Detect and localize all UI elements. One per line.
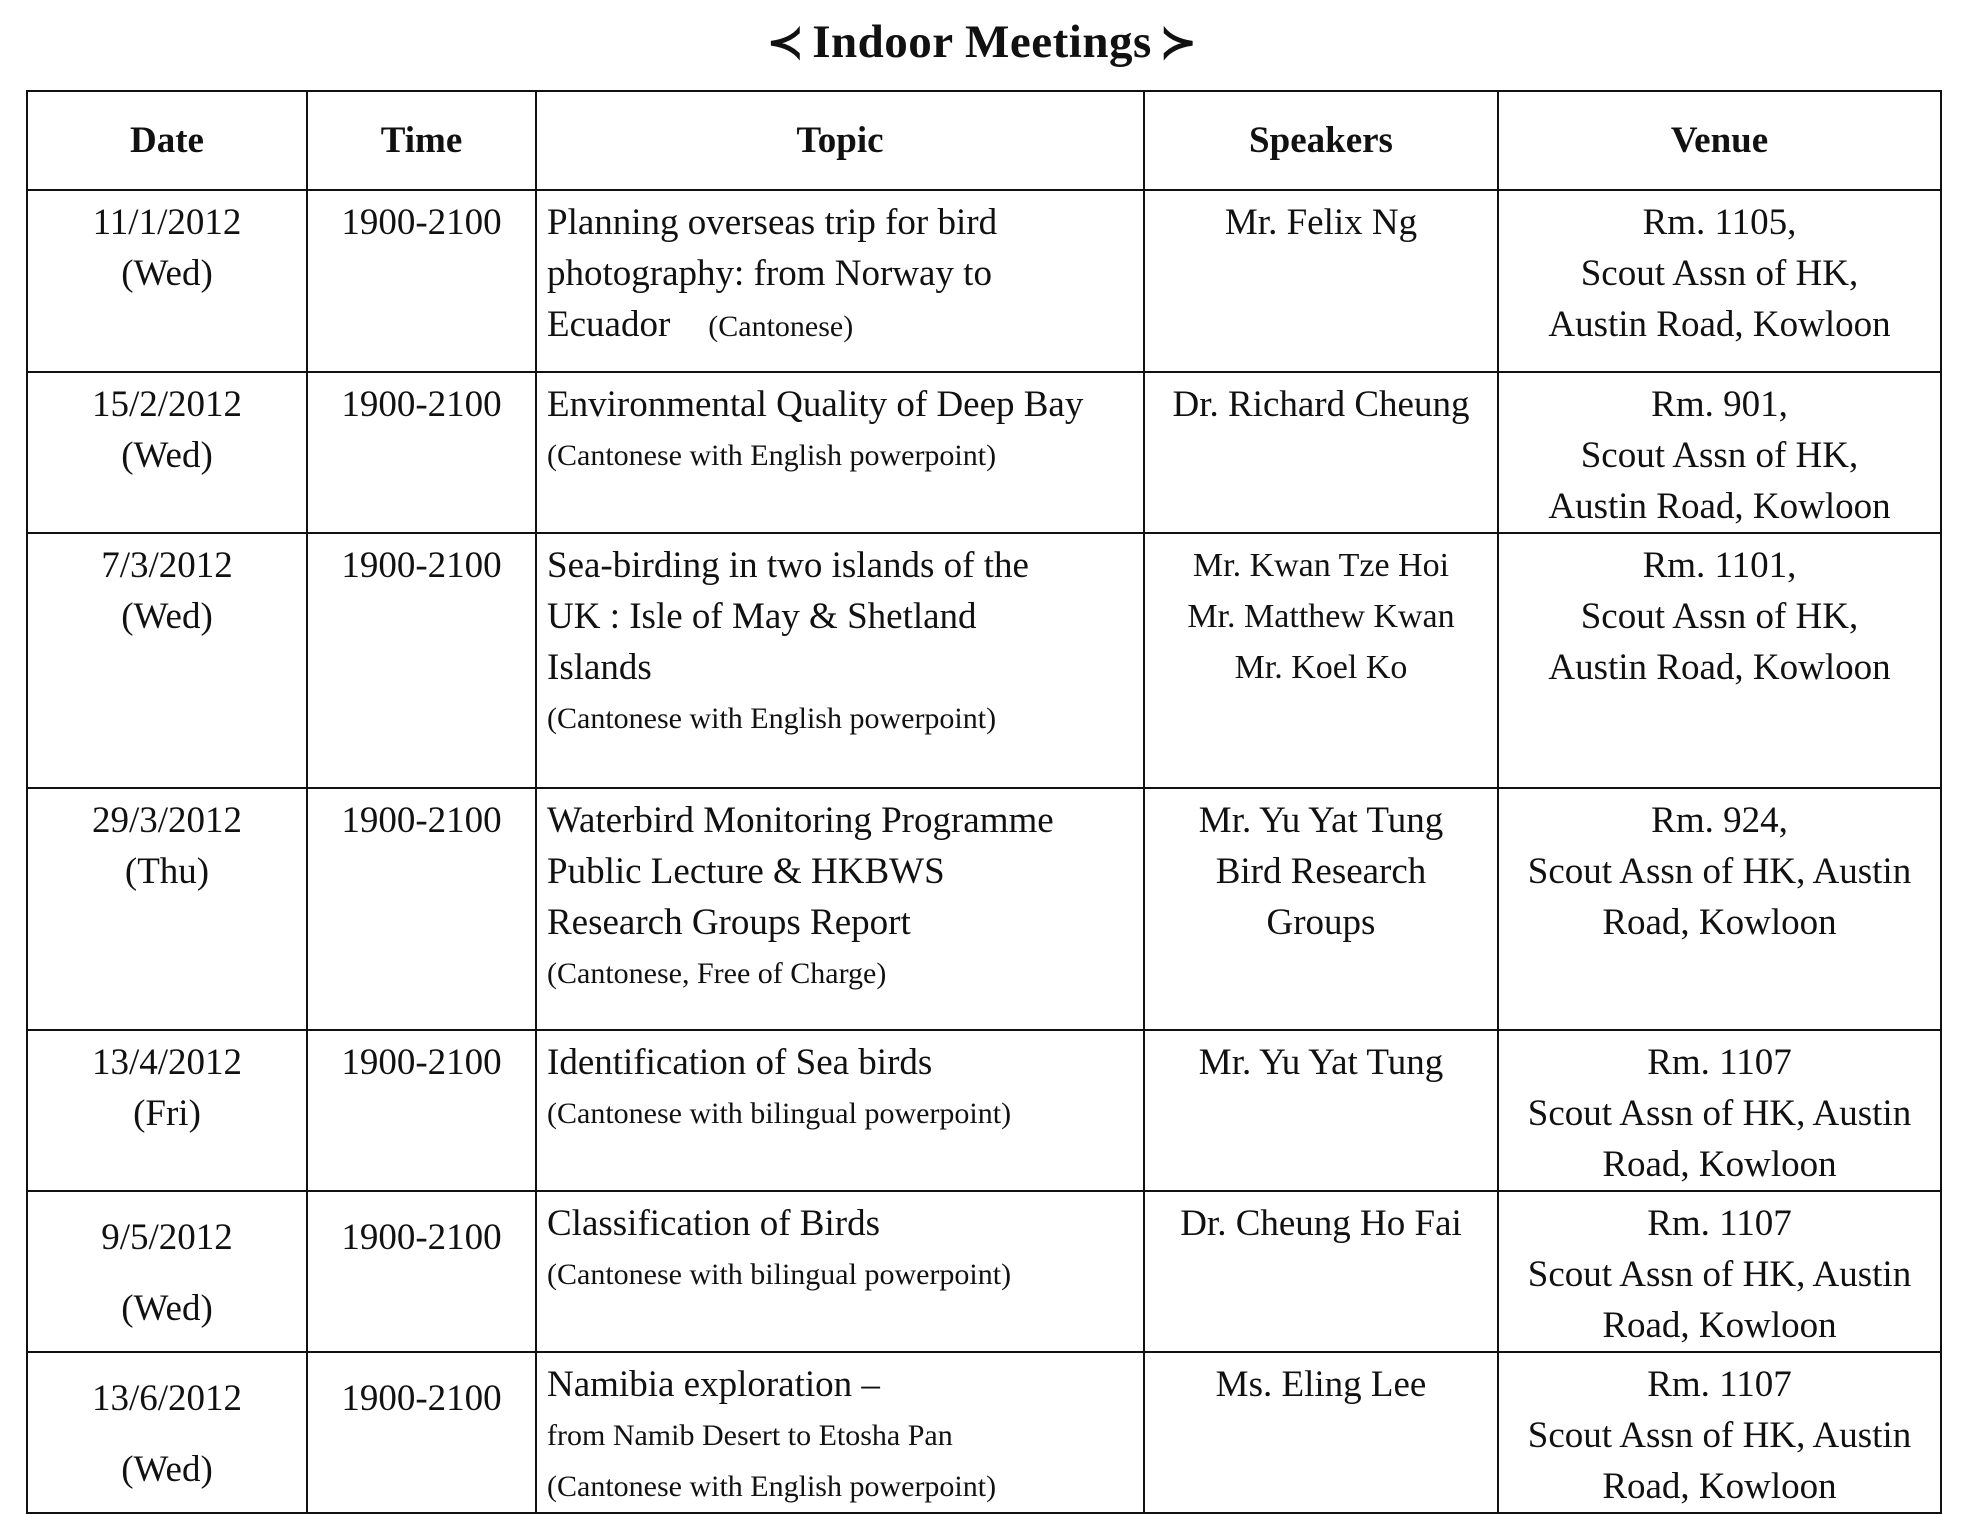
time-cell: 1900-2100 xyxy=(307,372,536,533)
venue-line: Scout Assn of HK, Austin xyxy=(1527,1254,1912,1295)
speakers-cell xyxy=(1144,533,1498,788)
date-cell xyxy=(27,372,307,533)
day-text: (Thu) xyxy=(124,851,210,892)
speaker-name: Bird Research xyxy=(1215,851,1427,892)
date-cell xyxy=(27,1030,307,1191)
venue-line: Rm. 924, xyxy=(1651,800,1788,841)
speakers-cell xyxy=(1144,372,1498,533)
topic-note: (Cantonese with bilingual powerpoint) xyxy=(547,1097,1012,1130)
left-arrow-icon: ≺ xyxy=(766,18,805,67)
venue-line: Scout Assn of HK, xyxy=(1580,435,1859,476)
venue-line: Rm. 1107 xyxy=(1647,1364,1792,1405)
meetings-table xyxy=(26,90,1942,1514)
topic-cell xyxy=(536,372,1144,533)
venue-line: Scout Assn of HK, Austin xyxy=(1527,1415,1912,1456)
speaker-name: Dr. Cheung Ho Fai xyxy=(1180,1203,1462,1244)
speaker-name: Mr. Yu Yat Tung xyxy=(1198,800,1444,841)
time-cell: 1900-2100 xyxy=(307,788,536,1030)
topic-note: from Namib Desert to Etosha Pan xyxy=(547,1419,953,1452)
topic-note: (Cantonese, Free of Charge) xyxy=(547,957,887,990)
speaker-name: Dr. Richard Cheung xyxy=(1172,384,1470,425)
topic-note: (Cantonese) xyxy=(708,310,854,343)
date-text: 29/3/2012 xyxy=(91,800,243,841)
topic-line-last xyxy=(547,299,1133,352)
topic-line: Classification of Birds xyxy=(547,1203,880,1244)
topic-cell xyxy=(536,1030,1144,1191)
venue-cell xyxy=(1498,1352,1941,1513)
topic-line: Sea-birding in two islands of the xyxy=(547,545,1029,586)
page-title xyxy=(0,12,1964,73)
venue-line: Scout Assn of HK, Austin xyxy=(1527,851,1912,892)
table-row xyxy=(27,1191,1941,1352)
page-title-text: Indoor Meetings xyxy=(812,16,1152,68)
topic-cell xyxy=(536,1352,1144,1513)
venue-line: Austin Road, Kowloon xyxy=(1548,486,1891,527)
topic-note: (Cantonese with English powerpoint) xyxy=(547,1470,997,1503)
table-row xyxy=(27,1030,1941,1191)
speaker-name: Mr. Kwan Tze Hoi xyxy=(1192,547,1450,584)
venue-line: Rm. 901, xyxy=(1651,384,1788,425)
venue-line: Road, Kowloon xyxy=(1602,1305,1837,1346)
topic-note: (Cantonese with English powerpoint) xyxy=(547,439,997,472)
table-row xyxy=(27,788,1941,1030)
speaker-name: Mr. Koel Ko xyxy=(1234,649,1408,686)
speakers-cell xyxy=(1144,1191,1498,1352)
venue-cell xyxy=(1498,372,1941,533)
venue-cell xyxy=(1498,1030,1941,1191)
topic-line: UK : Isle of May & Shetland xyxy=(547,596,977,637)
topic-note: (Cantonese with English powerpoint) xyxy=(547,702,997,735)
topic-line: Research Groups Report xyxy=(547,902,911,943)
time-cell: 1900-2100 xyxy=(307,190,536,372)
venue-line: Austin Road, Kowloon xyxy=(1548,304,1891,345)
date-text: 11/1/2012 xyxy=(92,202,242,243)
time-cell: 1900-2100 xyxy=(307,533,536,788)
table-row xyxy=(27,190,1941,372)
table-header-row xyxy=(27,91,1941,190)
topic-line: photography: from Norway to xyxy=(547,253,992,294)
venue-cell xyxy=(1498,1191,1941,1352)
speaker-name: Groups xyxy=(1266,902,1376,943)
venue-line: Scout Assn of HK, xyxy=(1580,596,1859,637)
date-text: 13/6/2012 xyxy=(91,1378,243,1419)
venue-line: Rm. 1107 xyxy=(1647,1203,1792,1244)
topic-line: Namibia exploration – xyxy=(547,1364,880,1405)
day-text: (Fri) xyxy=(133,1093,201,1134)
date-text: 7/3/2012 xyxy=(101,545,233,586)
topic-cell xyxy=(536,190,1144,372)
table-row xyxy=(27,533,1941,788)
time-cell: 1900-2100 xyxy=(307,1352,536,1513)
topic-cell xyxy=(536,1191,1144,1352)
column-header-speakers: Speakers xyxy=(1144,91,1498,190)
right-arrow-icon: ≻ xyxy=(1159,18,1198,67)
venue-line: Road, Kowloon xyxy=(1602,1144,1837,1185)
venue-line: Scout Assn of HK, xyxy=(1580,253,1859,294)
topic-note: (Cantonese with bilingual powerpoint) xyxy=(547,1258,1012,1291)
venue-line: Rm. 1105, xyxy=(1642,202,1797,243)
topic-line: Public Lecture & HKBWS xyxy=(547,851,945,892)
day-text: (Wed) xyxy=(121,596,213,637)
speakers-cell xyxy=(1144,190,1498,372)
column-header-time: Time xyxy=(307,91,536,190)
day-text: (Wed) xyxy=(121,1449,213,1490)
topic-line: Islands xyxy=(547,647,652,688)
date-cell xyxy=(27,533,307,788)
speaker-name: Mr. Matthew Kwan xyxy=(1187,598,1455,635)
date-text: 9/5/2012 xyxy=(101,1217,233,1258)
topic-line: Environmental Quality of Deep Bay xyxy=(547,384,1084,425)
day-text: (Wed) xyxy=(121,253,213,294)
column-header-topic: Topic xyxy=(536,91,1144,190)
date-cell xyxy=(27,1191,307,1352)
table-row xyxy=(27,372,1941,533)
venue-line: Rm. 1101, xyxy=(1642,545,1797,586)
date-cell xyxy=(27,1352,307,1513)
venue-cell xyxy=(1498,533,1941,788)
time-cell: 1900-2100 xyxy=(307,1191,536,1352)
venue-line: Austin Road, Kowloon xyxy=(1548,647,1891,688)
date-text: 15/2/2012 xyxy=(91,384,243,425)
table-row xyxy=(27,1352,1941,1513)
speakers-cell xyxy=(1144,1352,1498,1513)
topic-cell xyxy=(536,533,1144,788)
topic-line: Ecuador xyxy=(547,304,671,345)
time-cell: 1900-2100 xyxy=(307,1030,536,1191)
venue-line: Road, Kowloon xyxy=(1602,902,1837,943)
venue-line: Road, Kowloon xyxy=(1602,1466,1837,1507)
venue-cell xyxy=(1498,788,1941,1030)
column-header-date: Date xyxy=(27,91,307,190)
speaker-name: Mr. Yu Yat Tung xyxy=(1198,1042,1444,1083)
day-text: (Wed) xyxy=(121,1288,213,1329)
topic-line: Waterbird Monitoring Programme xyxy=(547,800,1054,841)
speaker-name: Mr. Felix Ng xyxy=(1224,202,1418,243)
topic-line: Identification of Sea birds xyxy=(547,1042,933,1083)
venue-cell xyxy=(1498,190,1941,372)
topic-line: Planning overseas trip for bird xyxy=(547,202,998,243)
date-cell xyxy=(27,788,307,1030)
venue-line: Rm. 1107 xyxy=(1647,1042,1792,1083)
date-text: 13/4/2012 xyxy=(91,1042,243,1083)
topic-cell xyxy=(536,788,1144,1030)
speakers-cell xyxy=(1144,1030,1498,1191)
date-cell xyxy=(27,190,307,372)
speakers-cell xyxy=(1144,788,1498,1030)
speaker-name: Ms. Eling Lee xyxy=(1215,1364,1427,1405)
column-header-venue: Venue xyxy=(1498,91,1941,190)
day-text: (Wed) xyxy=(121,435,213,476)
venue-line: Scout Assn of HK, Austin xyxy=(1527,1093,1912,1134)
